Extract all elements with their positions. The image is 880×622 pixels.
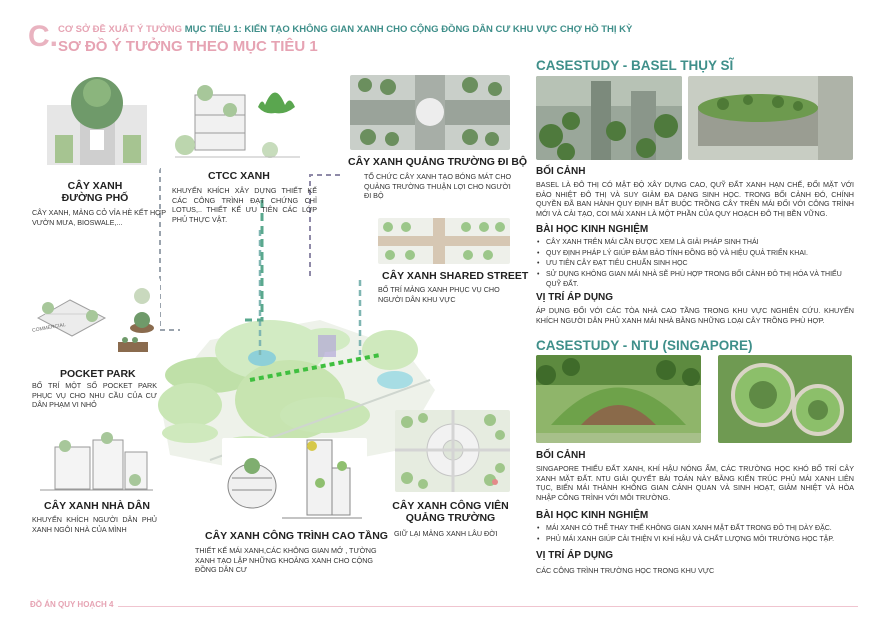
header-subtitle-prefix: CƠ SỞ ĐỀ XUẤT Ý TƯỞNG xyxy=(58,24,185,35)
ntu-photo-1 xyxy=(536,355,701,443)
basel-apply-title: VỊ TRÍ ÁP DỤNG xyxy=(536,292,614,303)
footer-divider xyxy=(118,606,858,607)
street-trees-title: CÂY XANH ĐƯỜNG PHỐ xyxy=(61,180,129,205)
ntu-photo-2 xyxy=(718,355,852,443)
pocket-park-title: POCKET PARK xyxy=(60,368,136,380)
footer-text: ĐỒ ÁN QUY HOẠCH 4 xyxy=(30,600,114,609)
highrise-greenery-image xyxy=(222,438,367,526)
street-trees-text: CÂY XANH, MẢNG CỎ VỈA HÈ KẾT HỢP VƯỜN MƯA, BIOSWALE,... xyxy=(32,208,166,227)
basel-lessons-title: BÀI HỌC KINH NGHIỆM xyxy=(536,224,649,235)
highrise-greenery-text: THIẾT KẾ MÁI XANH,CÁC KHÔNG GIAN MỞ , TƯỜNG XANH TẠO LẬP NHỮNG KHOẢNG XANH CHO CỘNG ĐỒNG DÂN CƯ xyxy=(195,546,377,575)
highrise-greenery-title: CÂY XANH CÔNG TRÌNH CAO TẦNG xyxy=(205,530,388,542)
shared-street-title: CÂY XANH SHARED STREET xyxy=(382,270,529,282)
basel-photo-2 xyxy=(688,76,853,160)
shared-street-text: BỐ TRÍ MẢNG XANH PHỤC VỤ CHO NGƯỜI DÂN KHU VỰC xyxy=(378,285,500,304)
list-item: • ƯU TIÊN CÂY ĐẠT TIÊU CHUẨN SINH HỌC xyxy=(536,259,854,270)
basel-context-title: BỐI CẢNH xyxy=(536,166,586,177)
pocket-park-image xyxy=(30,278,160,356)
ntu-lessons-title: BÀI HỌC KINH NGHIỆM xyxy=(536,510,649,521)
ntu-lessons-list xyxy=(536,524,854,545)
section-letter: C. xyxy=(28,20,58,53)
page-title: SƠ ĐỒ Ý TƯỞNG THEO MỤC TIÊU 1 xyxy=(58,38,318,55)
park-square-image xyxy=(395,410,510,492)
pocket-park-sketch-text: COMMERCIAL xyxy=(31,322,67,334)
basel-photo-1 xyxy=(536,76,682,160)
basel-context-text: BASEL LÀ ĐÔ THỊ CÓ MẬT ĐỘ XÂY DỰNG CAO, QUỸ ĐẤT XANH HẠN CHẾ, ĐỐI MẶT VỚI ĐẢO NHIỆT ĐÔ THỊ VÀ SUY GIẢM ĐA DẠNG SINH HỌC. TRONG BỐI CẢNH ĐÓ, CHÍNH QUYỀN ĐÃ BAN HÀNH QUY ĐỊNH BẮT BUỘC TRỒNG CÂY TRÊN MÁI ĐỐI VỚI CÔNG TRÌNH MỚI VÀ CẢI TẠO, COI MÁI XANH LÀ MỘT PHẦN CỦA QUY HOẠCH ĐÔ THỊ BỀN VỮNG. xyxy=(536,180,854,219)
ctcc-title: CTCC XANH xyxy=(208,170,270,182)
pocket-park-text: BỐ TRÍ MỘT SỐ POCKET PARK PHỤC VỤ CHO NHU CẦU CỦA CƯ DÂN PHẠM VI NHỎ xyxy=(32,381,157,410)
pedestrian-square-title: CÂY XANH QUẢNG TRƯỜNG ĐI BỘ xyxy=(348,156,528,168)
ntu-context-title: BỐI CẢNH xyxy=(536,450,586,461)
ctcc-image xyxy=(170,75,305,165)
park-square-text: GIỮ LẠI MẢNG XANH LÂU ĐỜI xyxy=(394,529,498,538)
street-trees-image xyxy=(35,75,160,170)
house-greenery-title: CÂY XANH NHÀ DÂN xyxy=(44,500,150,512)
list-item: • SỬ DỤNG KHÔNG GIAN MÁI NHÀ SẼ PHÙ HỢP TRONG BỐI CẢNH ĐÔ THỊ HÓA VÀ THIẾU QUỸ ĐẤT. xyxy=(536,270,854,291)
casestudy-basel-title: CASESTUDY - BASEL THỤY SĨ xyxy=(536,58,734,73)
shared-street-image xyxy=(378,218,510,264)
house-greenery-text: KHUYẾN KHÍCH NGƯỜI DÂN PHỦ XANH NGÔI NHÀ CỦA MÌNH xyxy=(32,515,157,534)
list-item: • QUY ĐỊNH PHÁP LÝ GIÚP ĐẢM BẢO TÍNH ĐỒNG BỘ VÀ HIỆU QUẢ TRIỂN KHAI. xyxy=(536,249,854,260)
list-item: • CÂY XANH TRÊN MÁI CẦN ĐƯỢC XEM LÀ GIẢI PHÁP SINH THÁI xyxy=(536,238,854,249)
list-item: • PHỦ MÁI XANH GIÚP CẢI THIỆN VI KHÍ HẬU VÀ CHẤT LƯỢNG MÔI TRƯỜNG HỌC TẬP. xyxy=(536,535,854,546)
header-subtitle-main: MỤC TIÊU 1: KIẾN TẠO KHÔNG GIAN XANH CHO CỘNG ĐỒNG DÂN CƯ KHU VỰC CHỢ HỒ THỊ KỲ xyxy=(184,24,633,35)
casestudy-ntu-title: CASESTUDY - NTU (SINGAPORE) xyxy=(536,338,753,353)
pedestrian-square-image xyxy=(350,75,510,150)
ntu-apply-title: VỊ TRÍ ÁP DỤNG xyxy=(536,550,614,561)
ntu-context-text: SINGAPORE THIẾU ĐẤT XANH, KHÍ HẬU NÓNG ẨM, CÁC TRƯỜNG HỌC KHÓ BỐ TRÍ CÂY XANH MẶT ĐẤT. NTU GIẢI QUYẾT BÀI TOÁN NÀY BẰNG KIẾN TRÚC PHỦ MÁI XANH LIÊN TỤC, BIẾN MÁI THÀNH KHÔNG GIAN CẢNH QUAN VÀ SINH HOẠT, GIẢM NHIỆT VÀ HÒA NHẬP CÔNG TRÌNH VỚI MÔI TRƯỜNG. xyxy=(536,464,854,503)
basel-lessons-list xyxy=(536,238,854,291)
pedestrian-square-text: TỔ CHỨC CÂY XANH TẠO BÓNG MÁT CHO QUẢNG TRƯỜNG THUẬN LỢI CHO NGƯỜI ĐI BỘ xyxy=(364,172,512,201)
basel-apply-text: ÁP DỤNG ĐỐI VỚI CÁC TÒA NHÀ CAO TẦNG TRONG KHU VỰC NGHIÊN CỨU. KHUYẾN KHÍCH NGƯỜI DÂN PHỦ XANH MÁI NHÀ BẰNG NHỮNG LOẠI CÂY TRỒNG PHÙ HỢP. xyxy=(536,306,854,325)
house-greenery-image xyxy=(35,432,155,494)
ctcc-text: KHUYẾN KHÍCH XÂY DỰNG THIẾT KẾ CÁC CÔNG TRÌNH ĐẠT CHỨNG CHỈ LOTUS,.. THIẾT KẾ ƯU TIÊN CÁC LỚP PHỦ THỰC VẬT. xyxy=(172,186,317,225)
park-square-title: CÂY XANH CÔNG VIÊN QUẢNG TRƯỜNG xyxy=(392,500,509,525)
list-item: • MÁI XANH CÓ THỂ THAY THẾ KHÔNG GIAN XANH MẶT ĐẤT TRONG ĐÔ THỊ DÀY ĐẶC. xyxy=(536,524,854,535)
ntu-apply-text: CÁC CÔNG TRÌNH TRƯỜNG HỌC TRONG KHU VỰC xyxy=(536,566,715,575)
